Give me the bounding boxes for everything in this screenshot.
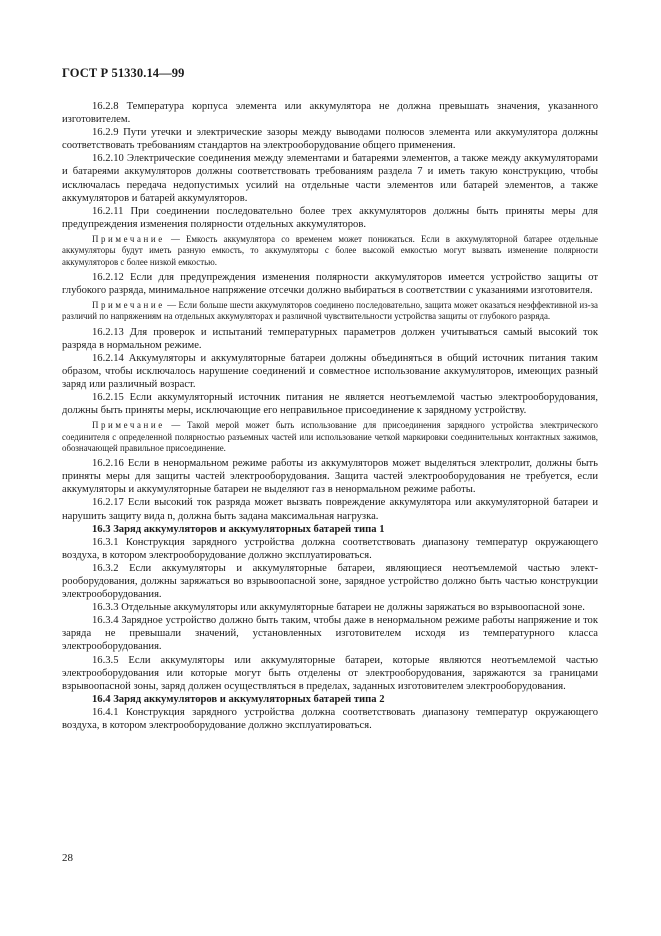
note-label: Примечание <box>92 300 165 311</box>
body-paragraph: 16.2.17 Если высокий ток разряда может вызвать повреждение аккумулятора или аккумуляторной батареи и нарушить защиту вида n, должна быть задана максимальная нагрузка. <box>62 497 598 522</box>
body-paragraph: 16.2.14 Аккумуляторы и аккумуляторные батареи должны объединяться в общий источник питания таким образом, чтобы исключалось нарушение соединений и совместное использование аккумуляторов, имеющих разный заряд или различный возраст. <box>62 352 598 390</box>
body-paragraph: 16.2.10 Электрические соединения между элементами и батареями элементов, а также между аккумуляторами и батареями аккумуляторов должны соответствовать требованиям раздела 7 и иметь такую конструкцию, чтобы исключалась передача недопустимых усилий на отдельные части элементов или батарей элементов, а также аккумуляторов и батарей аккумуляторов. <box>62 153 598 204</box>
note-label: Примечание <box>92 233 165 244</box>
body-paragraph: 16.2.12 Если для предупреждения изменения полярности аккумуляторов имеется устройство защиты от глубокого разряда, минимальное напряжение отсечки должно выбираться в соответствии с указаниями изготовителя. <box>62 271 598 296</box>
note-label: Примечание <box>92 420 165 431</box>
body-paragraph: 16.3.3 Отдельные аккумуляторы или аккумуляторные батареи не должны заряжаться во взрывоопасной зоне. <box>92 602 585 614</box>
body-paragraph: 16.4.1 Конструкция зарядного устройства должна соответствовать диапазону температур окружающего воздуха, в котором электрооборудование должно эксплуатироваться. <box>62 706 598 732</box>
section-heading: 16.4 Заряд аккумуляторов и аккумуляторных батарей типа 2 <box>92 693 385 705</box>
body-paragraph: 16.2.15 Если аккумуляторный источник питания не является неотъемлемой частью электрооборудования, должны быть приняты меры, исключающие его неправильное присоединение к зарядному устройству. <box>62 392 598 417</box>
body-paragraph: 16.3.1 Конструкция зарядного устройства должна соответствовать диапазону температур окружающего воздуха, в котором электрооборудование должно эксплуатироваться. <box>62 536 598 561</box>
note-text: — Такой мерой может быть использование для присоединения зарядного устройства электрического соединителя с определенной полярностью разъемных частей или использование четкой маркировки соединительных контактных зажимов, обозначающей правильное присоединение. <box>62 420 598 453</box>
body-paragraph: 16.2.9 Пути утечки и электрические зазоры между выводами полюсов элемента или аккумулятора должны соответствовать требованиям стандартов на электрооборудование общего применения. <box>62 127 598 152</box>
body-paragraph: 16.3.2 Если аккумуляторы и аккумуляторные батареи, являющиеся неотъемлемой частью электрооборудования, должны заряжаться во взрывоопасной зоне, зарядное устройство должно быть частью конструкции электрооборудования. <box>62 562 598 601</box>
body-paragraph: 16.3.5 Если аккумуляторы или аккумуляторные батареи, которые являются неотъемлемой частью электрооборудования или которые могут быть отделены от электрооборудования, заряжаются за границами взрывоопасной зоны, заряд должен осуществляться в пределах, заданных изготовителем электрооборудования. <box>62 654 598 692</box>
section-heading: 16.3 Заряд аккумуляторов и аккумуляторных батарей типа 1 <box>92 523 385 535</box>
note-paragraph <box>62 234 598 268</box>
note-text: — Если больше шести аккумуляторов соединено последовательно, защита может оказаться неэффективной из-за различий по напряжениям на отдельных аккумуляторах и различной чувствительности устройства защиты от глубокого разряда. <box>62 300 598 322</box>
note-text: — Емкость аккумулятора со временем может понижаться. Если в аккумуляторной батарее отдельные аккумуляторы будут иметь разную емкость, то аккумуляторы с более высокой емкостью могут вызвать изменение полярности аккумуляторов с более низкой емкостью. <box>62 233 598 267</box>
body-paragraph: 16.2.13 Для проверок и испытаний температурных параметров должен учитываться самый высокий ток разряда в нормальном режиме. <box>62 326 598 351</box>
document-header: ГОСТ Р 51330.14—99 <box>62 66 185 80</box>
document-body <box>62 100 598 732</box>
body-paragraph: 16.2.11 При соединении последовательно более трех аккумуляторов должны быть приняты меры для предупреждения изменения полярности отдельных аккумуляторов. <box>62 205 598 230</box>
note-paragraph <box>62 420 598 454</box>
note-paragraph <box>62 300 598 323</box>
page-number: 28 <box>62 852 73 864</box>
body-paragraph: 16.2.8 Температура корпуса элемента или аккумулятора не должна превышать значения, указанного изготовителем. <box>62 101 598 126</box>
body-paragraph: 16.2.16 Если в ненормальном режиме работы из аккумуляторов может выделяться электролит, должны быть приняты меры для защиты частей электрооборудования. Защита частей электрооборудования не требуется, если аккумуляторы и аккумуляторные батареи не выделяют газ в ненормальном режиме работы. <box>62 458 598 496</box>
body-paragraph: 16.3.4 Зарядное устройство должно быть таким, чтобы даже в ненормальном режиме работы напряжение и ток заряда не превышали значений, установленных изготовителем исходя из температурного класса электрооборудования. <box>62 615 598 653</box>
